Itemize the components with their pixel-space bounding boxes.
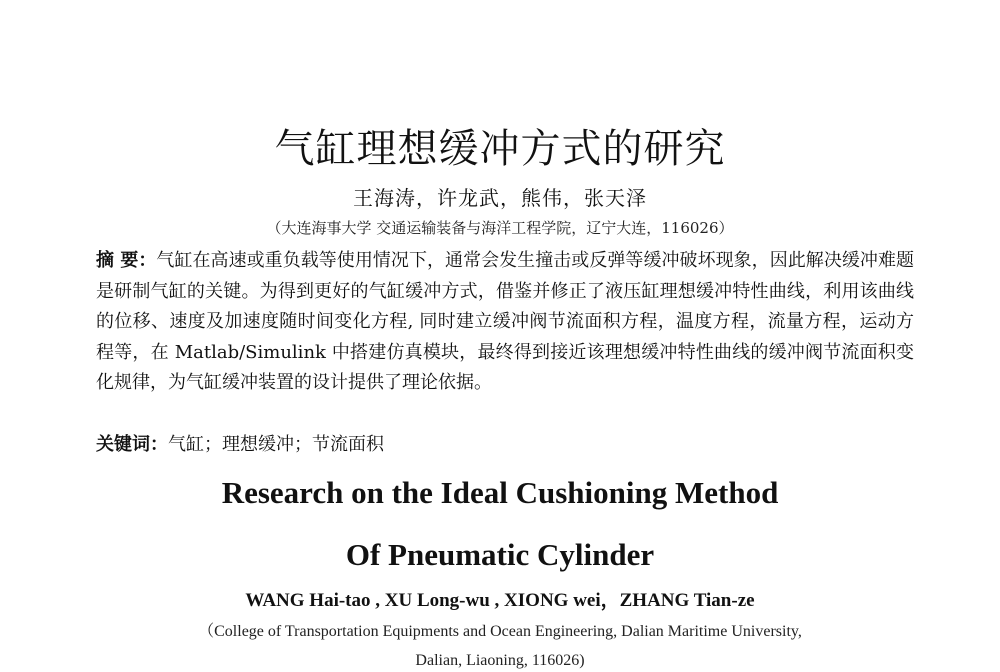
chinese-abstract bbox=[96, 246, 914, 399]
english-title-line-1: Research on the Ideal Cushioning Method bbox=[221, 475, 779, 510]
chinese-authors: 王海涛，许龙武，熊伟，张天泽 bbox=[353, 186, 647, 210]
english-affiliation-line-2: Dalian, Liaoning, 116026) bbox=[415, 652, 585, 669]
chinese-title: 气缸理想缓冲方式的研究 bbox=[274, 126, 726, 172]
keywords-label: 关键词： bbox=[96, 434, 168, 455]
abstract-label: 摘 要： bbox=[96, 250, 157, 271]
english-authors: WANG Hai-tao , XU Long-wu , XIONG wei，ZHANG Tian-ze bbox=[245, 590, 755, 611]
abstract-text: 气缸在高速或重负载等使用情况下，通常会发生撞击或反弹等缓冲破坏现象，因此解决缓冲难题是研制气缸的关键。为得到更好的气缸缓冲方式，借鉴并修正了液压缸理想缓冲特性曲线，利用该曲线的位移、速度及加速度随时间变化方程, 同时建立缓冲阀节流面积方程，温度方程，流量方程，运动方程等，在 Matlab/Simulink 中搭建仿真模块，最终得到接近该理想缓冲特性曲线的缓冲阀节流面积变化规律，为气缸缓冲装置的设计提供了理论依据。 bbox=[96, 250, 914, 393]
chinese-keywords bbox=[96, 430, 914, 460]
english-title-line-2: Of Pneumatic Cylinder bbox=[345, 537, 655, 572]
keywords-text: 气缸；理想缓冲；节流面积 bbox=[168, 434, 384, 455]
english-affiliation-line-1: （College of Transportation Equipments and Ocean Engineering, Dalian Maritime University, bbox=[198, 623, 802, 640]
chinese-affiliation: （大连海事大学 交通运输装备与海洋工程学院，辽宁大连，116026） bbox=[266, 219, 734, 237]
